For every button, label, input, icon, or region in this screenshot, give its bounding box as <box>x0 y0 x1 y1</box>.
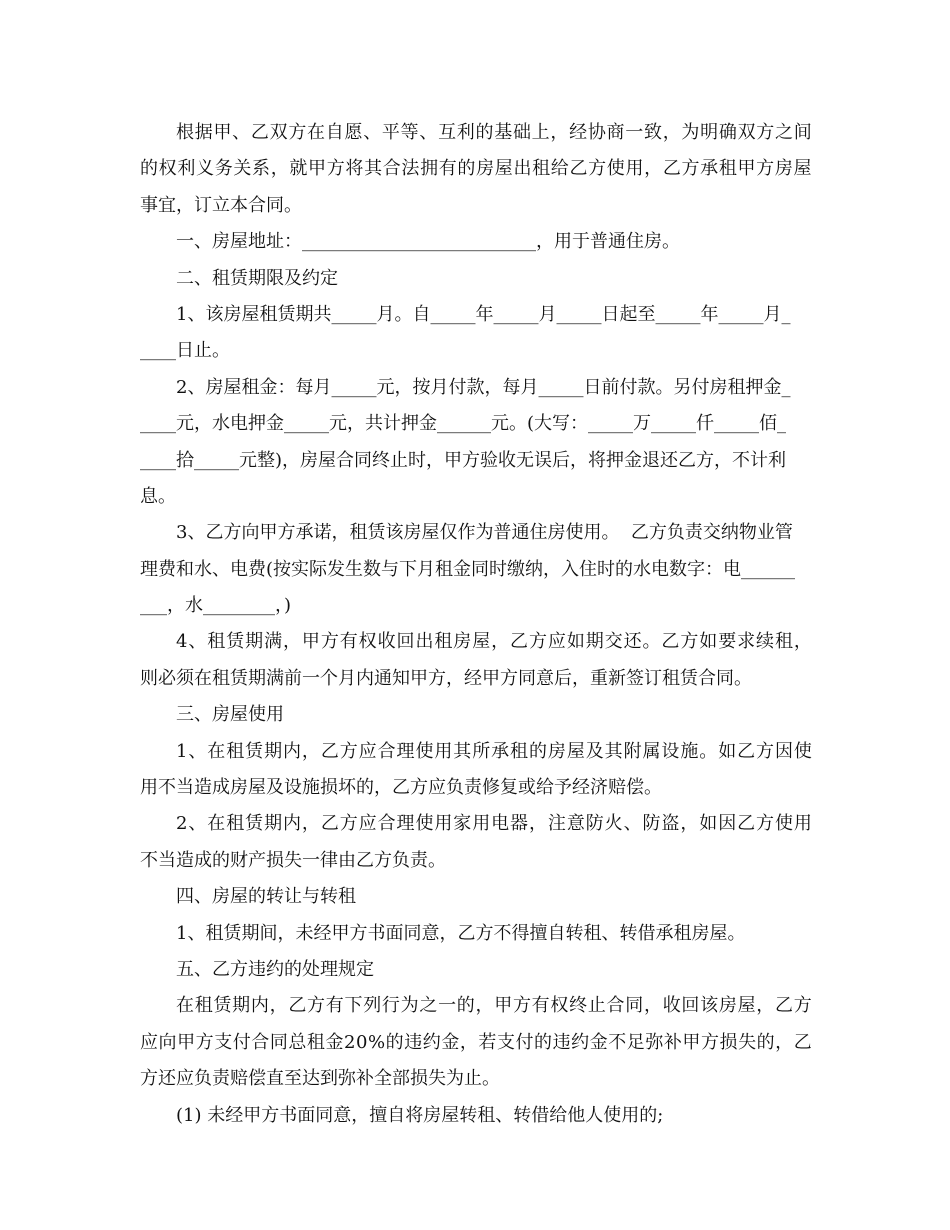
document-line: 一、房屋地址：__________________________，用于普通住房。 <box>176 231 680 253</box>
document-line: 1、租赁期间，未经甲方书面同意，乙方不得擅自转租、转借承租房屋。 <box>176 922 746 944</box>
document-line: 用不当造成房屋及设施损坏的，乙方应负责修复或给予经济赔偿。 <box>140 777 662 799</box>
document-line: (1) 未经甲方书面同意，擅自将房屋转租、转借给他人使用的; <box>176 1104 664 1126</box>
document-line: 3、乙方向甲方承诺，租赁该房屋仅作为普通住房使用。 乙方负责交纳物业管 <box>176 522 793 544</box>
document-line: 1 、 在 租 赁 期 内 ， 乙 方 应 合 理 使 用 其 所 承 租 的 房 屋 及 其 附 属 设 施 。 如 乙 方 因 使 <box>176 740 812 762</box>
document-line: 4 、 租 赁 期 满 ， 甲 方 有 权 收 回 出 租 房 屋 ， 乙 方 应 如 期 交 还 。 乙 方 如 要 求 续 租 ， <box>176 631 812 653</box>
document-line: 理费和水、电费(按实际发生数与下月租金同时缴纳，入住时的水电数字：电______ <box>140 558 796 580</box>
document-line: 在 租 赁 期 内 ， 乙 方 有 下 列 行 为 之 一 的 ， 甲 方 有 权 终 止 合 同 ， 收 回 该 房 屋 ， 乙 方 <box>176 995 812 1017</box>
document-line: 四、房屋的转让与转租 <box>176 886 356 908</box>
document-line: 三、房屋使用 <box>176 704 284 726</box>
document-line: 的 权 利 义 务 关 系 ， 就 甲 方 将 其 合 法 拥 有 的 房 屋 出 租 给 乙 方 使 用 ， 乙 方 承 租 甲 方 房 屋 <box>140 158 812 180</box>
document-line: 方还应负责赔偿直至达到弥补全部损失为止。 <box>140 1068 500 1090</box>
document-line: 2 、 在 租 赁 期 内 ， 乙 方 应 合 理 使 用 家 用 电 器 ， 注 意 防 火 、 防 盗 ， 如 因 乙 方 使 用 <box>176 813 812 835</box>
document-line: 不当造成的财产损失一律由乙方负责。 <box>140 849 446 871</box>
document-line: 根 据 甲 、 乙 双 方 在 自 愿 、 平 等 、 互 利 的 基 础 上 ， 经 协 商 一 致 ， 为 明 确 双 方 之 间 <box>176 122 812 143</box>
document-line: 五、乙方违约的处理规定 <box>176 958 374 980</box>
document-line: 2、房屋租金：每月_____元，按月付款，每月_____日前付款。另付房租押金_ <box>176 376 791 398</box>
document-line: 应 向 甲 方 支 付 合 同 总 租 金 2 0 % 的 违 约 金 ， 若 支 付 的 违 约 金 不 足 弥 补 甲 方 损 失 的 ， 乙 <box>140 1031 812 1053</box>
document-line: ____元，水电押金_____元，共计押金______元。(大写：_____万_____仟_____佰_ <box>140 413 787 435</box>
document-line: ____拾_____元整)，房屋合同终止时，甲方验收无误后，将押金退还乙方，不计利 <box>140 449 787 471</box>
document-line: ____日止。 <box>140 340 230 362</box>
document-body <box>140 115 812 1134</box>
document-line: 息。 <box>140 485 176 507</box>
document-line: 则必须在租赁期满前一个月内通知甲方，经甲方同意后，重新签订租赁合同。 <box>140 667 752 689</box>
document-line: 1、该房屋租赁期共_____月。自_____年_____月_____日起至_____年_____月_ <box>176 303 791 325</box>
document-line: 二、租赁期限及约定 <box>176 267 338 289</box>
document-line: 事宜，订立本合同。 <box>140 194 302 216</box>
document-line: ___，水________，) <box>140 595 292 617</box>
